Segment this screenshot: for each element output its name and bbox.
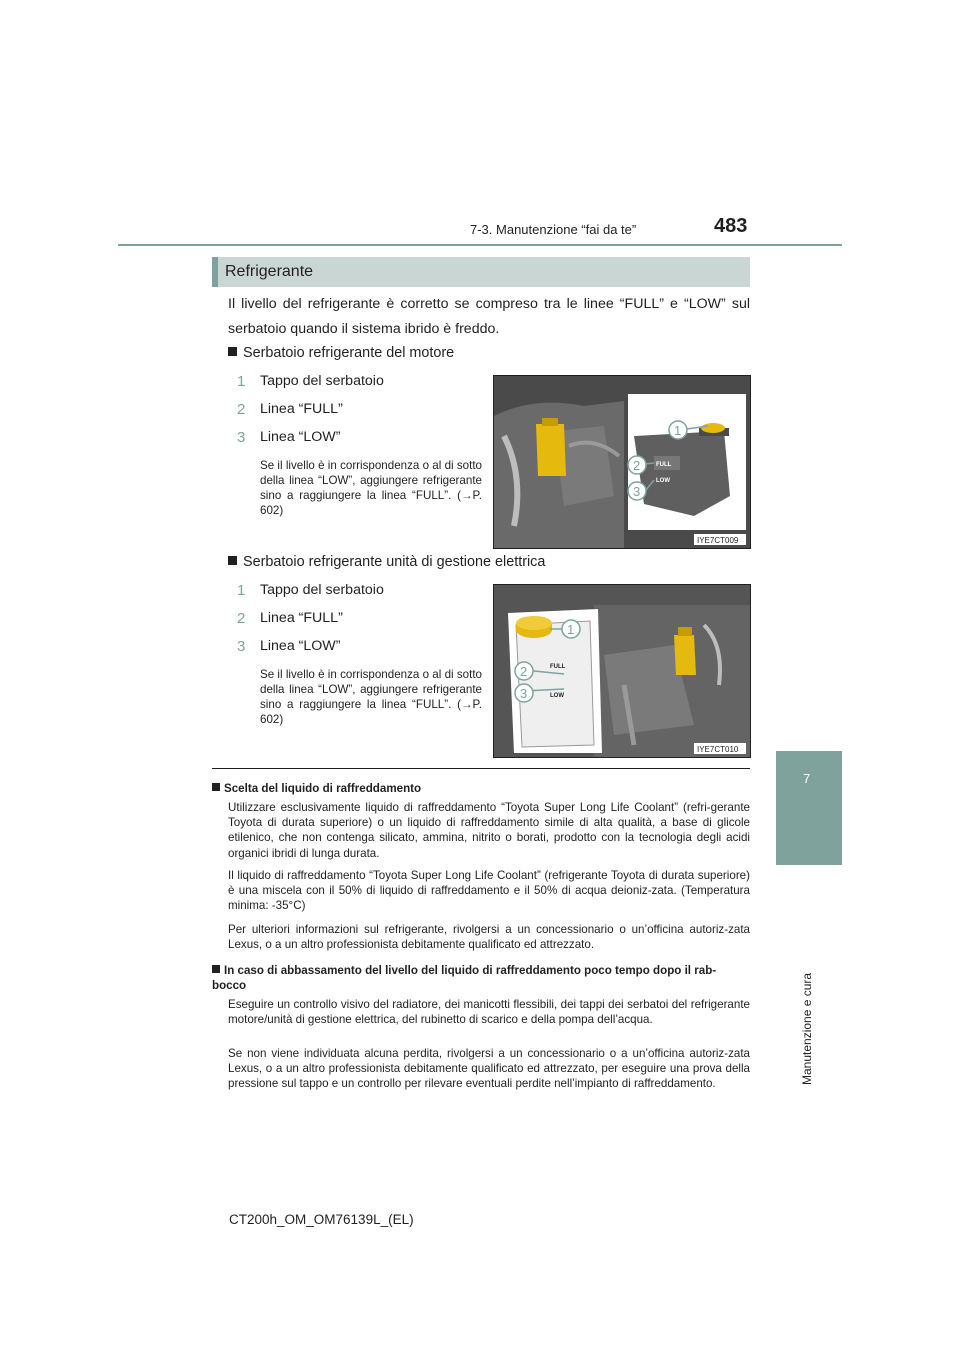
refill-note: Se il livello è in corrispondenza o al di sotto della linea “LOW”, aggiungere refrigerante sino a raggiungere la linea “FULL”. (→P. 602) — [260, 668, 482, 726]
figure-callout-1 — [562, 620, 580, 638]
figure-full-label: FULL — [550, 664, 566, 670]
square-bullet-icon — [212, 783, 220, 791]
document-code-footer: CT200h_OM_OM76139L_(EL) — [229, 1212, 414, 1227]
item-number: 1 — [237, 582, 246, 599]
chapter-tab — [776, 751, 842, 865]
footnote-heading — [212, 963, 750, 993]
square-bullet-icon — [212, 965, 220, 973]
square-bullet-icon — [228, 347, 237, 356]
item-label: Linea “FULL” — [260, 401, 343, 417]
footnote-paragraph: Per ulteriori informazioni sul refrigerante, rivolgersi a un concessionario o un’officina autoriz-zata Lexus, o a un altro professionista debitamente qualificato ed attrezzato. — [228, 923, 750, 952]
refill-note: Se il livello è in corrispondenza o al di sotto della linea “LOW”, aggiungere refrigerante sino a raggiungere la linea “FULL”. (→P. 602) — [260, 459, 482, 517]
item-number: 3 — [237, 429, 246, 446]
svg-text:2: 2 — [633, 458, 641, 473]
engine-bay-illustration — [494, 376, 750, 548]
subsection-heading-pcu — [228, 554, 545, 570]
chapter-number: 7 — [803, 771, 811, 786]
svg-text:1: 1 — [567, 622, 575, 637]
figure-callout-1 — [669, 421, 687, 439]
section-title-accent — [212, 257, 218, 287]
intro-paragraph: Il livello del refrigerante è corretto se compreso tra le linee “FULL” e “LOW” sul serbatoio quando il sistema ibrido è freddo. — [228, 296, 750, 337]
figure-code: IYE7CT009 — [697, 536, 739, 545]
figure-full-label: FULL — [656, 462, 672, 468]
page-number: 483 — [714, 215, 748, 237]
footnote-separator — [212, 768, 750, 769]
footnote-paragraph: Il liquido di raffreddamento “Toyota Super Long Life Coolant” (refrigerante Toyota di durata superiore) è una miscela con il 50% di liquido di raffreddamento e il 50% di acqua deioniz-zata. (Temperatura minima: -35°C) — [228, 869, 750, 913]
figure-low-label: LOW — [550, 693, 564, 699]
subsection-heading-text: Serbatoio refrigerante unità di gestione elettrica — [243, 554, 546, 570]
item-label: Tappo del serbatoio — [260, 582, 384, 598]
item-number: 3 — [237, 638, 246, 655]
engine-coolant-reservoir-figure — [493, 375, 751, 549]
figure-low-label: LOW — [656, 478, 670, 484]
chapter-title: Manutenzione e cura — [800, 972, 814, 1085]
figure-callout-3 — [515, 684, 533, 702]
item-number: 2 — [237, 401, 246, 418]
footnote-paragraph: Se non viene individuata alcuna perdita, rivolgersi a un concessionario o a un’officina autoriz-zata Lexus, o a un altro professionista debitamente qualificato ed attrezzato, per eseguire una prova della pressione sul tappo e un controllo per rilevare eventuali perdite nell’impianto di raffreddamento. — [228, 1047, 750, 1091]
pcu-coolant-reservoir-figure — [493, 584, 751, 758]
footnote-heading-text: Scelta del liquido di raffreddamento — [224, 782, 422, 795]
item-label: Tappo del serbatoio — [260, 373, 384, 389]
footnote-paragraph: Eseguire un controllo visivo del radiatore, dei manicotti flessibili, dei tappi dei serbatoi del refrigerante motore/unità di gestione elettrica, del rubinetto di scarico e della pompa dell’acqua. — [228, 998, 750, 1027]
item-number: 2 — [237, 610, 246, 627]
footnote-heading-text: In caso di abbassamento del livello del liquido di raffreddamento poco tempo dopo il rab-bocco — [212, 964, 717, 992]
figure-callout-2 — [515, 662, 533, 680]
chapter-title-vertical — [800, 905, 822, 1085]
svg-text:1: 1 — [674, 423, 682, 438]
figure-callout-2 — [628, 456, 646, 474]
item-number: 1 — [237, 373, 246, 390]
figure-code: IYE7CT010 — [697, 745, 739, 754]
square-bullet-icon — [228, 556, 237, 565]
section-title: Refrigerante — [225, 263, 314, 280]
item-label: Linea “LOW” — [260, 638, 341, 654]
header-rule — [118, 244, 842, 246]
footnote-heading — [212, 781, 750, 796]
engine-bay-illustration — [494, 585, 750, 757]
item-label: Linea “FULL” — [260, 610, 343, 626]
svg-text:3: 3 — [520, 686, 528, 701]
subsection-heading-engine — [228, 345, 454, 361]
running-header-section: 7-3. Manutenzione “fai da te” — [470, 222, 637, 237]
item-label: Linea “LOW” — [260, 429, 341, 445]
svg-text:3: 3 — [633, 484, 641, 499]
footnote-paragraph: Utilizzare esclusivamente liquido di raffreddamento “Toyota Super Long Life Coolant” (refri-gerante Toyota di durata superiore) o un liquido di raffreddamento simile di alta qualità, a base di glicole etilenico, che non contenga silicato, ammina, nitrito o borati, prodotto con la tecnologia degli acidi organici ibridi di lunga durata. — [228, 801, 750, 860]
figure-callout-3 — [628, 482, 646, 500]
subsection-heading-text: Serbatoio refrigerante del motore — [243, 345, 455, 361]
svg-text:2: 2 — [520, 664, 528, 679]
